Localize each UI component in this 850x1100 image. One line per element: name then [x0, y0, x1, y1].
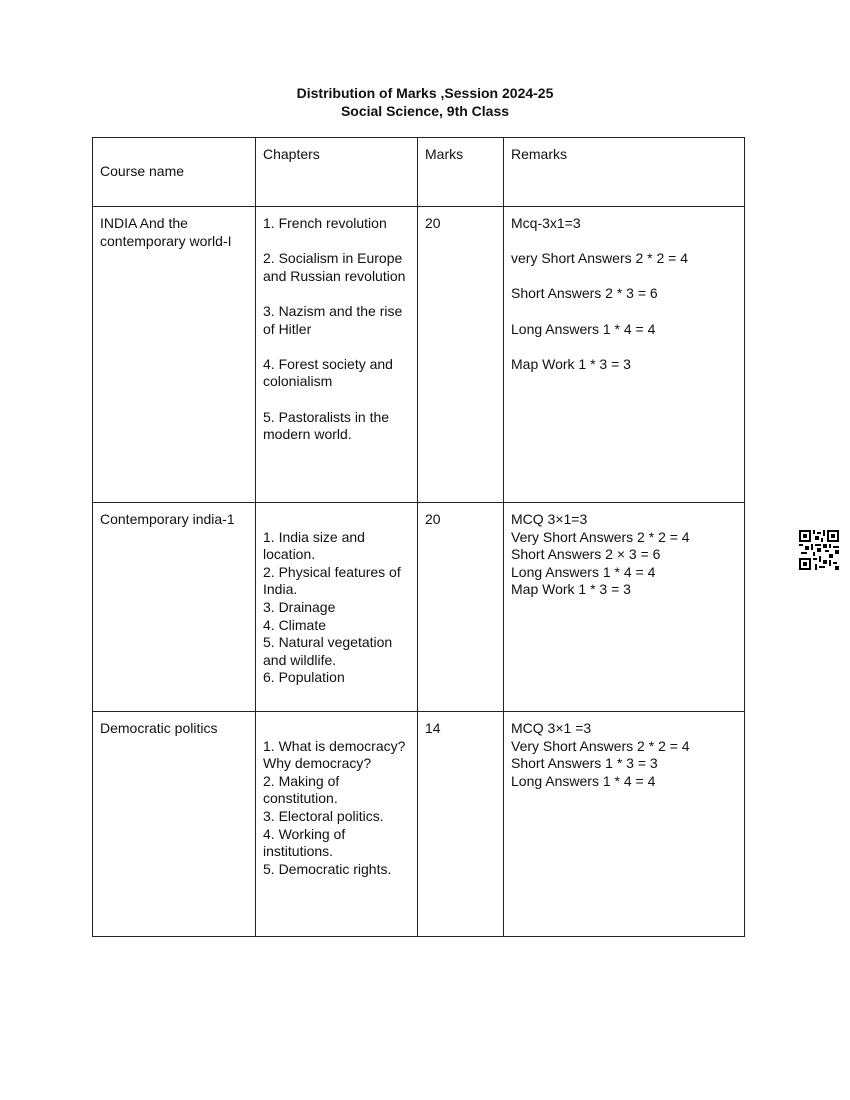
header-course-name: Course name [100, 163, 185, 179]
chapter-item: 4. Working of institutions. [263, 825, 346, 860]
marks-cell: 20 [418, 503, 504, 712]
header-marks: Marks [418, 138, 504, 207]
marks-cell: 20 [418, 207, 504, 503]
chapter-item: 1. India size and location. [263, 528, 365, 563]
course-name-cell: Democratic politics [93, 712, 256, 937]
remark-item: Long Answers 1 * 4 = 4 [511, 563, 656, 580]
remark-item: Very Short Answers 2 * 2 = 4 [511, 528, 690, 545]
chapter-item: 6. Population [263, 669, 345, 686]
chapters-list [263, 738, 410, 879]
table-row [93, 712, 745, 937]
chapters-list [263, 215, 410, 444]
remark-item: Very Short Answers 2 * 2 = 4 [511, 737, 690, 754]
remarks-cell [504, 712, 745, 937]
remarks-cell [504, 503, 745, 712]
course-name-cell: Contemporary india-1 [93, 503, 256, 712]
remark-item: Short Answers 2 × 3 = 6 [511, 546, 661, 563]
chapter-item: 1. French revolution [263, 215, 387, 231]
table-row [93, 207, 745, 503]
qr-code-icon [799, 530, 839, 570]
header-chapters: Chapters [256, 138, 418, 207]
chapters-cell [256, 712, 418, 937]
chapter-item: 3. Nazism and the rise of Hitler [263, 302, 403, 337]
chapters-cell [256, 503, 418, 712]
chapter-item: 2. Socialism in Europe and Russian revolution [263, 250, 406, 284]
chapters-cell [256, 207, 418, 503]
marks-cell: 14 [418, 712, 504, 937]
remark-item: Mcq-3x1=3 [511, 215, 581, 231]
course-name-cell: INDIA And the contemporary world-I [93, 207, 256, 503]
chapter-item: 1. What is democracy? Why democracy? [263, 737, 406, 772]
remarks-list [511, 720, 737, 790]
chapter-item: 4. Forest society and colonialism [263, 355, 393, 390]
header-course-cell [93, 138, 256, 207]
remark-item: Long Answers 1 * 4 = 4 [511, 772, 656, 789]
chapter-item: 3. Drainage [263, 598, 336, 615]
remark-item: MCQ 3×1 =3 [511, 720, 592, 736]
remark-item: Long Answers 1 * 4 = 4 [511, 320, 656, 337]
document-title: Distribution of Marks ,Session 2024-25 [296, 85, 554, 101]
remark-item: MCQ 3×1=3 [511, 511, 588, 527]
chapter-item: 5. Pastoralists in the modern world. [263, 408, 390, 443]
remark-item: very Short Answers 2 * 2 = 4 [511, 250, 689, 267]
remark-item: Short Answers 1 * 3 = 3 [511, 755, 658, 772]
table-header-row [93, 138, 745, 207]
chapter-item: 3. Electoral politics. [263, 807, 384, 824]
marks-distribution-table [92, 137, 745, 937]
chapter-item: 5. Natural vegetation and wildlife. [263, 634, 393, 668]
header-remarks: Remarks [504, 138, 745, 207]
chapter-item: 2. Making of constitution. [263, 772, 340, 807]
document-subtitle: Social Science, 9th Class [340, 103, 510, 119]
chapter-item: 5. Democratic rights. [263, 860, 392, 877]
remark-item: Short Answers 2 * 3 = 6 [511, 285, 658, 302]
remarks-cell [504, 207, 745, 503]
remarks-list [511, 511, 737, 599]
remarks-list [511, 215, 737, 373]
remark-item: Map Work 1 * 3 = 3 [511, 581, 631, 598]
table-row [93, 503, 745, 712]
chapters-list [263, 529, 410, 687]
remark-item: Map Work 1 * 3 = 3 [511, 355, 631, 372]
chapter-item: 2. Physical features of India. [263, 563, 401, 598]
chapter-item: 4. Climate [263, 616, 327, 633]
